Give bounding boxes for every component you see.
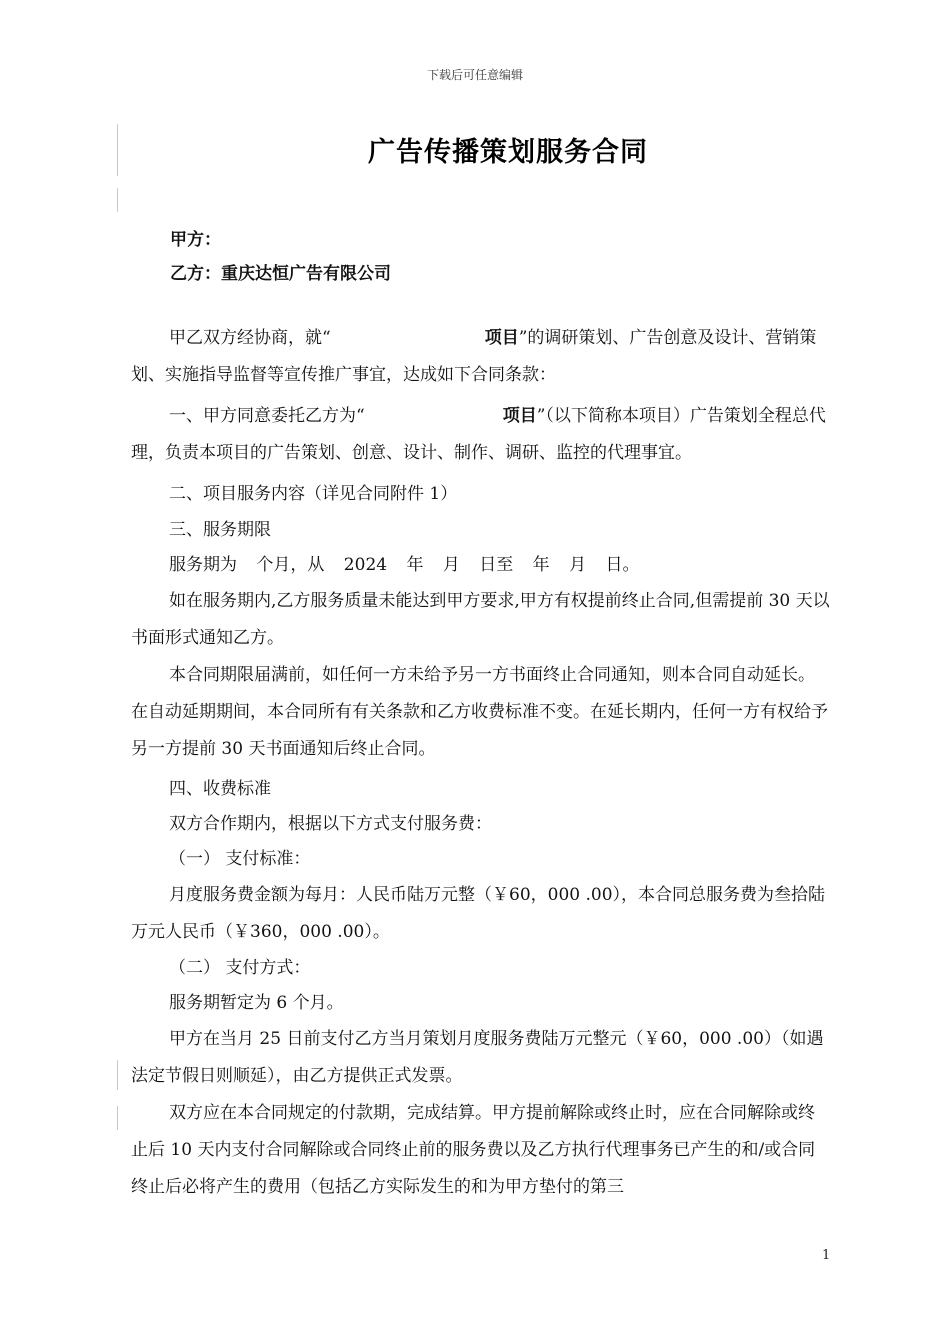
document-title: 广告传播策划服务合同 [368,137,648,168]
header-note: 下载后可任意编辑 [426,68,523,82]
clause-4-sub2-paragraph-2: 甲方在当月 25 日前支付乙方当月策划月度服务费陆万元整元（￥60，000 .00）（如遇法定节假日则顺延），由乙方提供正式发票。 [131,1029,824,1086]
party-a-label: 甲方： [170,230,221,250]
intro-paragraph [131,320,831,394]
intro-pre: 甲乙双方经协商，就“ [169,328,331,348]
page-number: 1 [822,1248,831,1263]
clause-4-sub2-paragraph-1: 服务期暂定为 6 个月。 [169,993,344,1013]
clause-4-paragraph-1: 双方合作期内，根据以下方式支付服务费： [169,814,492,834]
clause-1-pre: 一、甲方同意委托乙方为“ [169,406,365,426]
contract-body [131,320,831,1206]
intro-post: ”的调研策划、广告创意及设计、营销策划、实施指导监督等宣传推广事宜，达成如下合同条款： [131,328,817,385]
clause-3-paragraph-2: 如在服务期内,乙方服务质量未能达到甲方要求,甲方有权提前终止合同,但需提前 30 天以书面形式通知乙方。 [131,591,830,648]
clause-1 [131,398,831,472]
intro-project-label: 项目 [484,328,519,348]
clause-3-paragraph-3: 本合同期限届满前，如任何一方未给予另一方书面终止合同通知，则本合同自动延长。在自动延期期间，本合同所有有关条款和乙方收费标准不变。在延长期内，任何一方有权给予另一方提前 30 天书面通知后终止合同。 [131,665,828,759]
margin-mark-mid [117,1060,118,1090]
clause-4-sub2-paragraph-3: 双方应在本合同规定的付款期，完成结算。甲方提前解除或终止时，应在合同解除或终止后 10 天内支付合同解除或合同终止前的服务费以及乙方执行代理事务已产生的和/或合同终止后必将产生的费用（包括乙方实际发生的和为甲方垫付的第三 [131,1103,816,1197]
clause-4-title: 四、收费标准 [169,779,271,799]
clause-4-sub1-text: 月度服务费金额为每月：人民币陆万元整（￥60，000 .00），本合同总服务费为叁拾陆万元人民币（￥360，000 .00）。 [131,885,826,942]
margin-mark-lower [117,1106,118,1130]
party-b-label: 乙方：重庆达恒广告有限公司 [170,264,391,284]
clause-3-period: 服务期为 个月，从 2024 年 月 日至 年 月 日。 [169,555,640,575]
clause-4-subtitle-2: （二） 支付方式： [169,958,311,978]
clause-2: 二、项目服务内容（详见合同附件 1） [169,484,458,504]
margin-mark-second [117,188,118,212]
clause-1-post: ”（以下简称本项目）广告策划全程总代理，负责本项目的广告策划、创意、设计、制作、调研、监控的代理事宜。 [131,406,826,463]
clause-4-subtitle-1: （一） 支付标准： [169,849,311,869]
clause-3-title: 三、服务期限 [169,520,271,540]
clause-1-project-label: 项目 [502,406,537,426]
